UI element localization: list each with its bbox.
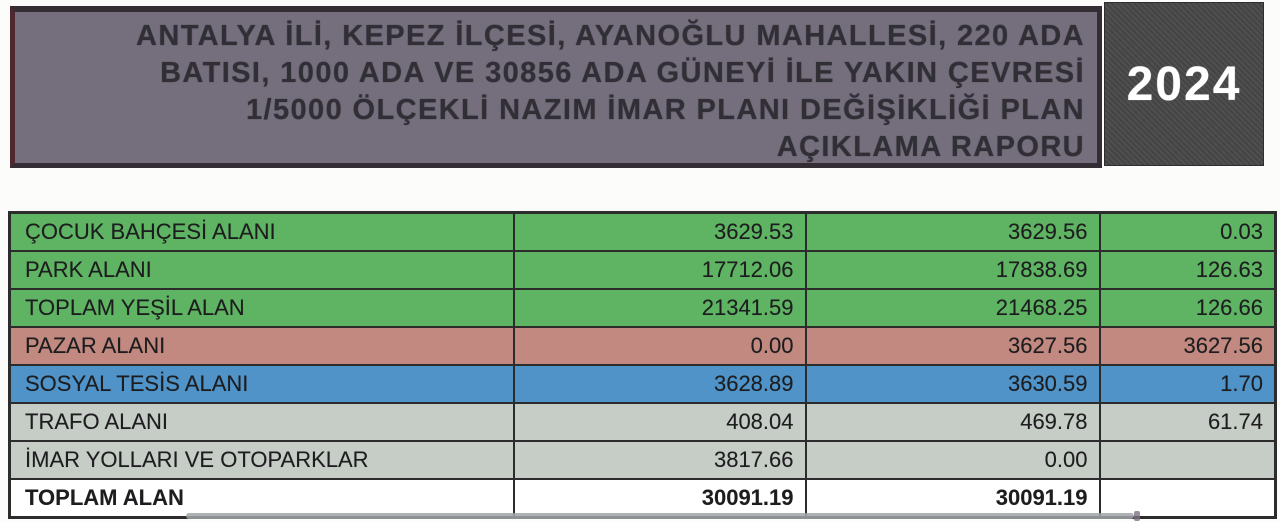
- area-value-2-cell: 3630.59: [806, 365, 1100, 403]
- area-difference-cell: 61.74: [1100, 403, 1276, 441]
- area-value-2-cell: 3629.56: [806, 213, 1100, 252]
- report-title-line: BATISI, 1000 ADA VE 30856 ADA GÜNEYİ İLE YAKIN ÇEVRESİ: [160, 57, 1085, 89]
- report-title-banner: [10, 6, 1102, 168]
- report-title-line: 1/5000 ÖLÇEKLİ NAZIM İMAR PLANI DEĞİŞİKLİĞİ PLAN: [246, 94, 1085, 126]
- year-text: 2024: [1126, 57, 1242, 111]
- area-difference-cell: 126.66: [1100, 289, 1276, 327]
- scan-artifact-mark: [1134, 511, 1140, 521]
- area-value-2-cell: 469.78: [806, 403, 1100, 441]
- scan-artifact-line: [186, 513, 1134, 519]
- table-row: [10, 441, 1276, 479]
- area-value-2-cell: 30091.19: [806, 479, 1100, 518]
- area-difference-cell: [1100, 441, 1276, 479]
- table-row: [10, 479, 1276, 518]
- area-value-1-cell: 3629.53: [514, 213, 806, 252]
- area-value-1-cell: 30091.19: [514, 479, 806, 518]
- area-difference-cell: 0.03: [1100, 213, 1276, 252]
- area-label-cell: SOSYAL TESİS ALANI: [10, 365, 514, 403]
- area-label-cell: PARK ALANI: [10, 251, 514, 289]
- area-value-1-cell: 408.04: [514, 403, 806, 441]
- area-difference-cell: 3627.56: [1100, 327, 1276, 365]
- report-title-line: ANTALYA İLİ, KEPEZ İLÇESİ, AYANOĞLU MAHALLESİ, 220 ADA: [136, 20, 1085, 52]
- area-label-cell: PAZAR ALANI: [10, 327, 514, 365]
- area-value-1-cell: 0.00: [514, 327, 806, 365]
- area-label-cell: TOPLAM ALAN: [10, 479, 514, 518]
- area-value-1-cell: 3628.89: [514, 365, 806, 403]
- table-row: [10, 327, 1276, 365]
- area-label-cell: ÇOCUK BAHÇESİ ALANI: [10, 213, 514, 252]
- area-comparison-table: [8, 211, 1277, 519]
- area-label-cell: İMAR YOLLARI VE OTOPARKLAR: [10, 441, 514, 479]
- area-value-1-cell: 3817.66: [514, 441, 806, 479]
- area-label-cell: TRAFO ALANI: [10, 403, 514, 441]
- table-row: [10, 251, 1276, 289]
- area-value-2-cell: 17838.69: [806, 251, 1100, 289]
- area-difference-cell: [1100, 479, 1276, 518]
- table-row: [10, 365, 1276, 403]
- area-difference-cell: 1.70: [1100, 365, 1276, 403]
- table-row: [10, 403, 1276, 441]
- table-row: [10, 213, 1276, 252]
- area-value-2-cell: 0.00: [806, 441, 1100, 479]
- area-label-cell: TOPLAM YEŞİL ALAN: [10, 289, 514, 327]
- report-title-line: AÇIKLAMA RAPORU: [776, 131, 1085, 163]
- area-difference-cell: 126.63: [1100, 251, 1276, 289]
- area-value-2-cell: 3627.56: [806, 327, 1100, 365]
- area-table-body: [10, 213, 1276, 518]
- year-badge: [1104, 2, 1264, 166]
- area-value-1-cell: 17712.06: [514, 251, 806, 289]
- table-row: [10, 289, 1276, 327]
- area-value-2-cell: 21468.25: [806, 289, 1100, 327]
- area-value-1-cell: 21341.59: [514, 289, 806, 327]
